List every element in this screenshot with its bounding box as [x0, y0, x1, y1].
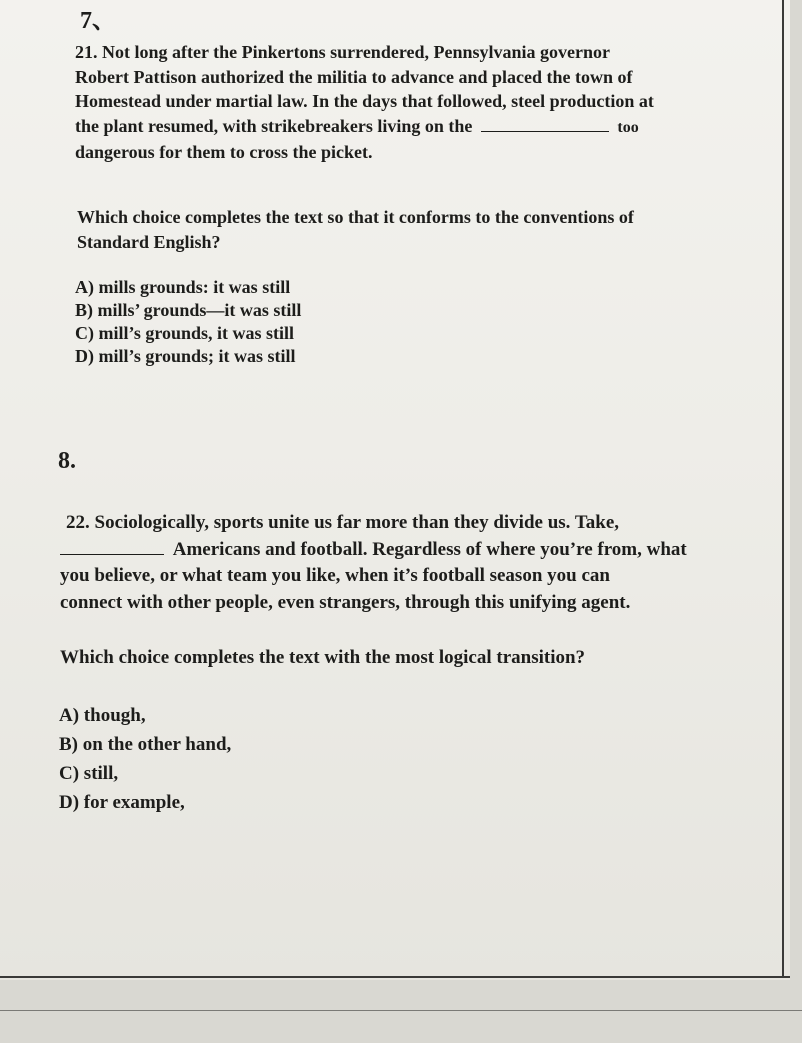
q8-passage-line-4: connect with other people, even strangers, through this unifying agent. [60, 591, 631, 613]
question-8-passage [60, 510, 687, 616]
q7-choice-c[interactable]: C) mill’s grounds, it was still [75, 323, 295, 343]
q7-choice-a[interactable]: A) mills grounds: it was still [75, 277, 291, 297]
q8-choice-a[interactable]: A) though, [59, 705, 146, 726]
q7-passage-line-5: dangerous for them to cross the picket. [75, 142, 373, 162]
q7-passage-line-2: Robert Pattison authorized the militia to advance and placed the town of [75, 66, 633, 87]
question-7-number: 7、 [80, 8, 116, 34]
q7-passage-line-4-text: the plant resumed, with strikebreakers living on the [75, 115, 473, 136]
question-8-prompt: Which choice completes the text with the most logical transition? [60, 647, 586, 668]
q7-choice-b[interactable]: B) mills’ grounds—it was still [75, 300, 302, 320]
q8-passage-line-3: you believe, or what team you like, when it’s football season you can [60, 565, 610, 586]
q8-passage-line-2 [60, 537, 687, 564]
question-8-number: 8. [58, 448, 76, 474]
lower-page-edge [0, 1010, 802, 1011]
q7-passage-line-3: Homestead under martial law. In the days that followed, steel production at [75, 91, 654, 111]
q7-passage-line-1: 21. Not long after the Pinkertons surrendered, Pennsylvania governor [75, 42, 610, 62]
q8-passage-line-1: 22. Sociologically, sports unite us far more than they divide us. Take, [66, 512, 620, 533]
q7-passage-too: too [617, 118, 639, 136]
question-7-prompt [77, 205, 634, 254]
page-right-border [782, 0, 784, 978]
q7-prompt-line-2: Standard English? [77, 231, 221, 252]
q8-choice-d[interactable]: D) for example, [59, 792, 185, 813]
q8-choice-b[interactable]: B) on the other hand, [59, 734, 232, 755]
question-8-choices [59, 701, 231, 817]
q7-prompt-line-1: Which choice completes the text so that it conforms to the conventions of [77, 207, 634, 227]
q8-passage-line-2-text: Americans and football. Regardless of where you’re from, what [172, 538, 687, 560]
question-7-choices [75, 276, 301, 368]
page-bottom-border [0, 976, 790, 978]
answer-blank [481, 115, 609, 132]
answer-blank [60, 538, 164, 555]
q8-choice-c[interactable]: C) still, [59, 763, 119, 784]
q7-passage-line-4 [75, 114, 654, 141]
q7-choice-d[interactable]: D) mill’s grounds; it was still [75, 346, 296, 366]
question-7-passage [75, 40, 654, 165]
